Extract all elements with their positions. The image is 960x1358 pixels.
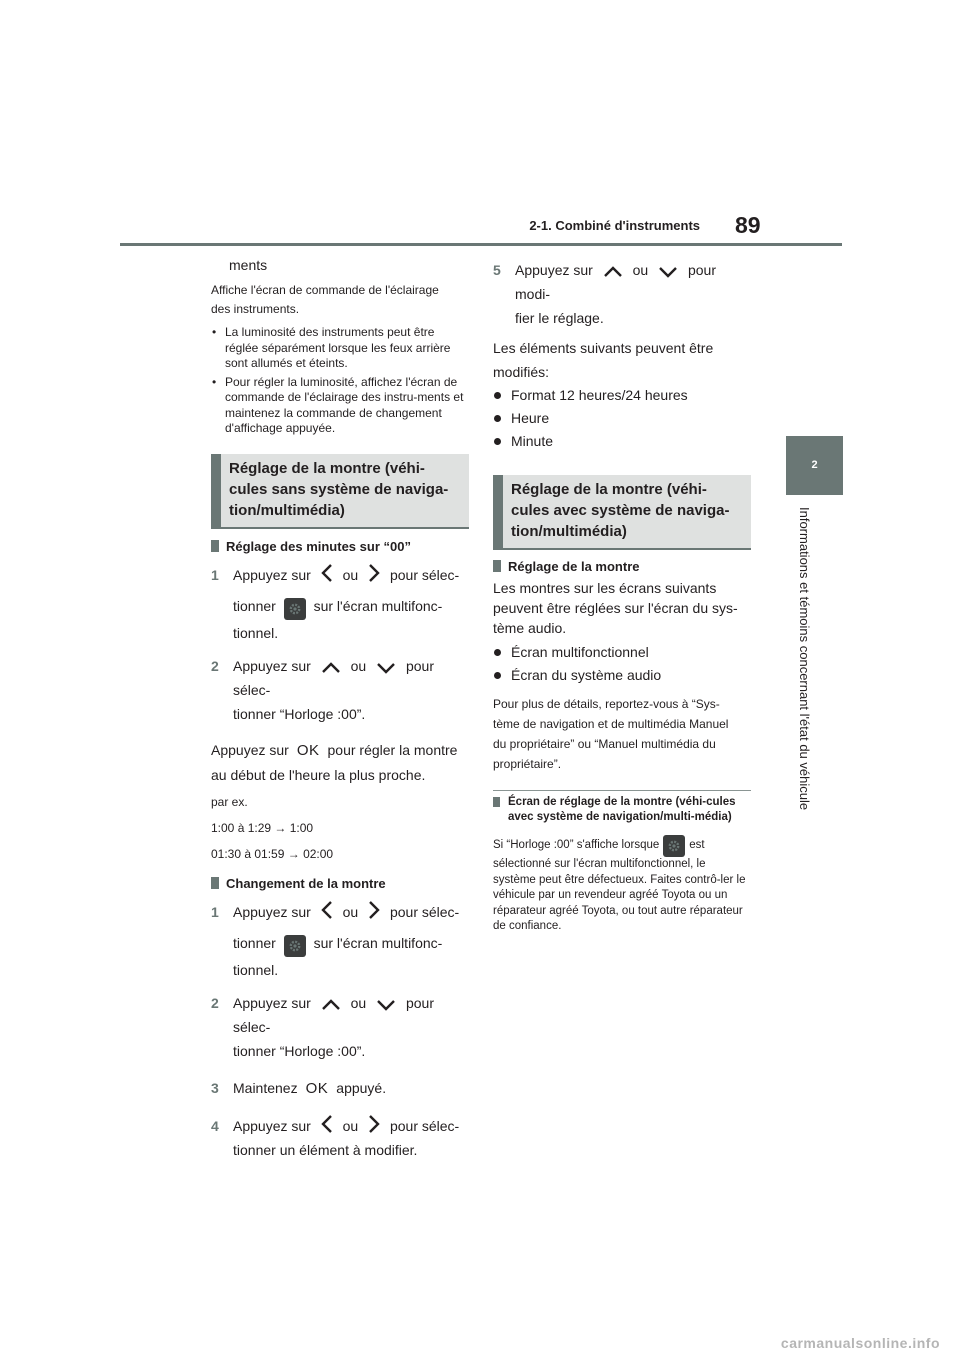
right-column — [493, 258, 751, 935]
chevron-left-icon — [321, 1114, 333, 1134]
step: 1 Appuyez sur ou pour sélec- tionner sur l'écran multifonc- tionnel. — [211, 900, 469, 982]
chevron-left-icon — [321, 900, 333, 920]
chevron-right-icon — [368, 1114, 380, 1134]
step: 4 Appuyez sur ou pour sélec- tionner un élément à modifier. — [211, 1114, 469, 1162]
ok-button-glyph: OK — [296, 741, 320, 759]
chapter-tab: 2 — [786, 436, 843, 495]
note: Pour plus de détails, reportez-vous à “Sys- — [493, 697, 720, 711]
chevron-up-icon — [321, 999, 341, 1011]
paragraph: modifiés: — [493, 364, 550, 380]
chevron-up-icon — [321, 662, 341, 674]
divider — [493, 790, 751, 791]
gear-icon — [663, 835, 685, 857]
subheading: Réglage de la montre — [493, 557, 751, 577]
section-box: Réglage de la montre (véhi-cules sans système de naviga-tion/multimédia) — [211, 454, 469, 529]
gear-icon — [284, 598, 306, 620]
subheading: Écran de réglage de la montre (véhi-cules avec système de navigation/multi-média) — [493, 795, 751, 825]
chevron-right-icon — [368, 900, 380, 920]
list-item: Format 12 heures/24 heures — [493, 384, 751, 407]
paragraph: peuvent être réglées sur l'écran du sys- — [493, 600, 738, 616]
gear-icon — [284, 935, 306, 957]
ok-button-glyph: OK — [305, 1079, 329, 1097]
example-line: 01:30 à 01:59 → 02:00 — [211, 846, 334, 861]
chevron-down-icon — [376, 662, 396, 674]
paragraph: Les éléments suivants peuvent être — [493, 340, 714, 356]
left-column — [211, 253, 469, 1162]
list-item: Écran multifonctionnel — [493, 641, 751, 664]
chevron-left-icon — [321, 563, 333, 583]
paragraph: au début de l'heure la plus proche. — [211, 766, 426, 783]
step: 2 Appuyez sur ou pour sélec- tionner “Horloge :00”. — [211, 994, 434, 1059]
chevron-down-icon — [658, 266, 678, 278]
continued-text: ments — [229, 257, 268, 273]
list-item: • Pour régler la luminosité, affichez l'écran de commande de l'éclairage des instru-ments et maintenez la commande de changement d'affichage appuyée. — [212, 374, 464, 435]
step: 3 Maintenez OK appuyé. — [211, 1076, 469, 1101]
note: du propriétaire” ou “Manuel multimédia du — [493, 737, 716, 751]
desc-line: Affiche l'écran de commande de l'éclairage — [211, 283, 439, 297]
desc-line: des instruments. — [211, 302, 300, 316]
page-number: 89 — [735, 212, 761, 238]
paragraph: Appuyez sur OK pour régler la montre — [211, 738, 469, 763]
step: 5 Appuyez sur ou pour modi- fier le réglage. — [493, 262, 716, 326]
subheading: Changement de la montre — [211, 874, 469, 894]
watermark: carmanualsonline.info — [780, 1335, 940, 1351]
chapter-title: Informations et témoins concernant l'état du véhicule — [797, 507, 812, 811]
chevron-up-icon — [603, 266, 623, 278]
header-rule — [120, 243, 842, 246]
step: 2 Appuyez sur ou pour sélec- tionner “Horloge :00”. — [211, 657, 434, 722]
example-line: 1:00 à 1:29 → 1:00 — [211, 820, 314, 835]
step: 1 Appuyez sur ou pour sélec- tionner sur l'écran multifonc- tionnel. — [211, 563, 469, 645]
note: tème de navigation et de multimédia Manuel — [493, 717, 729, 731]
note: propriétaire”. — [493, 757, 562, 771]
subheading: Réglage des minutes sur “00” — [211, 537, 469, 557]
paragraph: Les montres sur les écrans suivants — [493, 580, 717, 596]
section-title: 2-1. Combiné d'instruments — [529, 218, 700, 233]
list-item: Écran du système audio — [493, 664, 751, 687]
chevron-down-icon — [376, 999, 396, 1011]
warning-text: Si “Horloge :00” s'affiche lorsque est sélectionné sur l'écran multifonctionnel, le système peut être défectueux. Faites contrô-ler le véhicule par un revendeur agréé Toyota ou un réparateur agréé Toyota, ou tout autre réparateur de confiance. — [493, 835, 751, 935]
paragraph: tème audio. — [493, 620, 567, 636]
section-box: Réglage de la montre (véhi-cules avec système de naviga-tion/multimédia) — [493, 475, 751, 550]
example-label: par ex. — [211, 794, 248, 809]
list-item: • La luminosité des instruments peut être réglée séparément lorsque les feux arrière sont allumés et éteints. — [212, 325, 451, 370]
list-item: Heure — [493, 407, 751, 430]
list-item: Minute — [493, 430, 751, 453]
chevron-right-icon — [368, 563, 380, 583]
